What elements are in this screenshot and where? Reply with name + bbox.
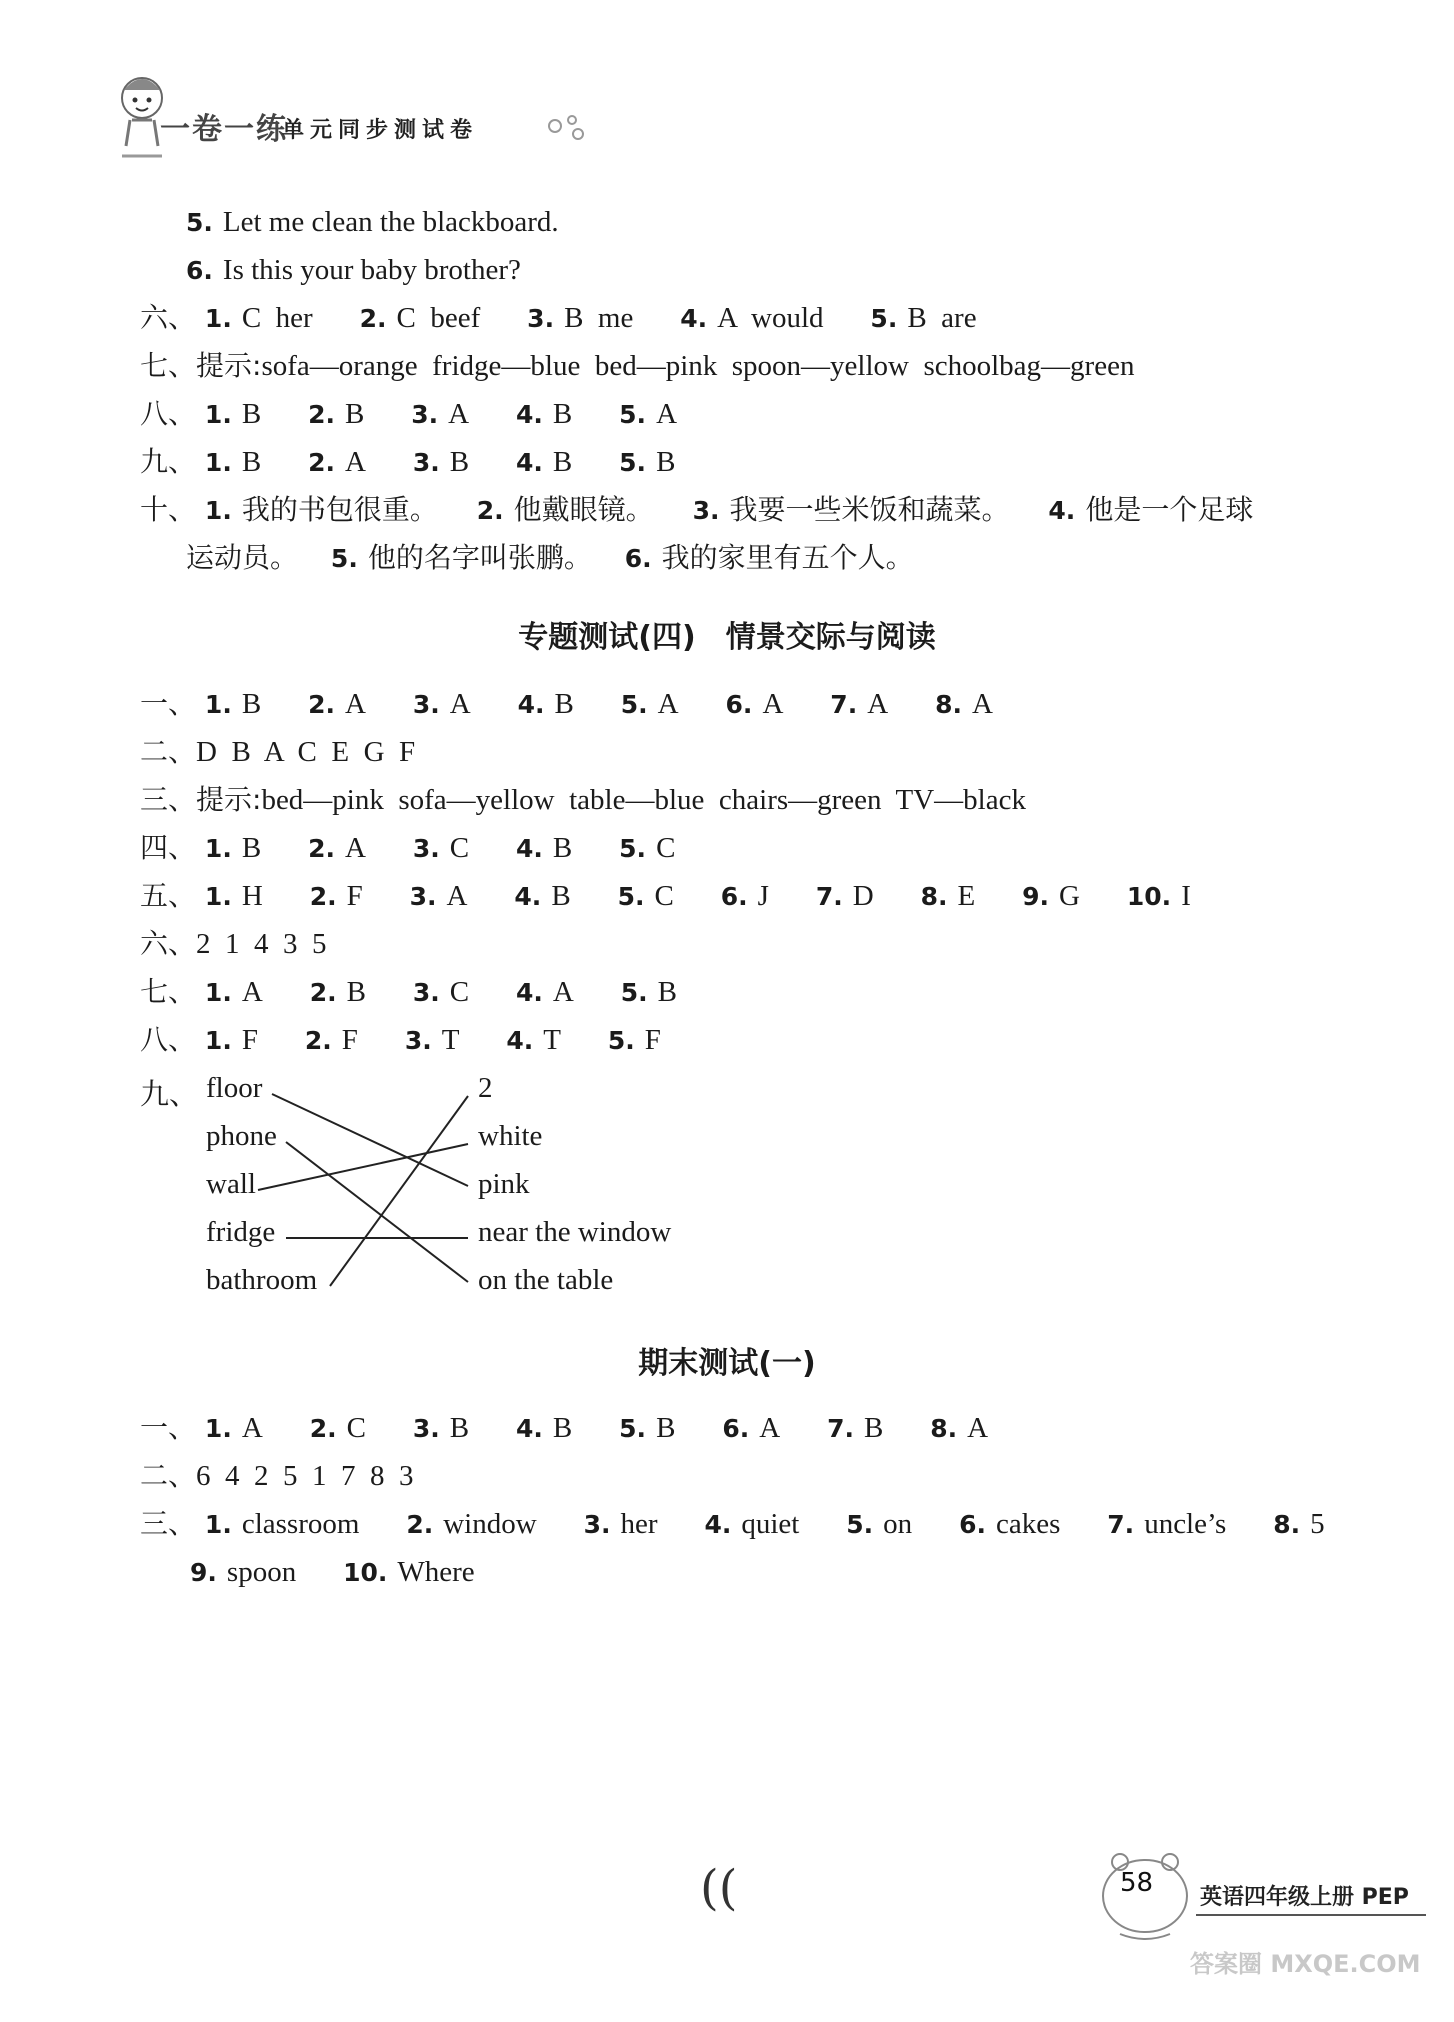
s4-row-si: 四、 1. B 2. A 3. C 4. B 5. C xyxy=(140,831,676,864)
final-row-yi: 一、 1. A 2. C 3. B 4. B 5. B 6. A 7. B 8. A xyxy=(140,1411,989,1444)
match-left-wall: wall xyxy=(206,1168,256,1200)
answer-row-qi: 七、提示:sofa—orange fridge—blue bed—pink spoon—yellow schoolbag—green xyxy=(140,349,1135,382)
s4-row-yi: 一、 1. B 2. A 3. A 4. B 5. A 6. A 7. A 8. A xyxy=(140,687,993,720)
answer-row-liu: 六、 1. C her 2. C beef 3. B me 4. A would 5. B are xyxy=(140,301,977,334)
match-left-bathroom: bathroom xyxy=(206,1264,318,1296)
matching-label: 九、 xyxy=(140,1079,199,1111)
match-right-pink: pink xyxy=(478,1168,530,1200)
match-right-near-the-window: near the window xyxy=(478,1216,672,1248)
book-info: 英语四年级上册 PEP xyxy=(1200,1885,1409,1910)
answer-line-6: 6. Is this your baby brother? xyxy=(186,254,521,286)
match-left-fridge: fridge xyxy=(206,1216,276,1248)
final-row-san: 三、 1. classroom 2. window 3. her 4. quiet 5. on 6. cakes 7. uncle’s 8. 5 xyxy=(140,1507,1325,1540)
match-left-floor: floor xyxy=(206,1072,263,1104)
answer-line-5: 5. Let me clean the blackboard. xyxy=(186,206,559,238)
match-right-on-the-table: on the table xyxy=(478,1264,614,1296)
brand-logo: 一卷一练 xyxy=(160,112,288,147)
s4-row-wu: 五、 1. H 2. F 3. A 4. B 5. C 6. J 7. D 8. E 9. G 10. I xyxy=(140,879,1191,912)
answer-row-jiu: 九、 1. B 2. A 3. B 4. B 5. B xyxy=(140,445,676,478)
handwriting-mark: (( xyxy=(700,1860,738,1916)
s4-row-liu: 六、2 1 4 3 5 xyxy=(140,927,327,960)
answer-row-shi: 十、 1. 我的书包很重。 2. 他戴眼镜。 3. 我要一些米饭和蔬菜。 4. 他是一个足球 xyxy=(140,493,1254,526)
match-right-2: 2 xyxy=(478,1072,493,1104)
match-line-floor-pink xyxy=(272,1094,468,1186)
page-number: 58 xyxy=(1120,1868,1154,1898)
s4-row-san: 三、提示:bed—pink sofa—yellow table—blue chairs—green TV—black xyxy=(140,783,1026,816)
match-line-wall-white xyxy=(258,1144,468,1190)
footer-rule xyxy=(1196,1914,1426,1916)
final-row-san-cont: 9. spoon 10. Where xyxy=(190,1556,475,1588)
answer-row-shi-cont: 运动员。 5. 他的名字叫张鹏。 6. 我的家里有五个人。 xyxy=(186,541,914,574)
section-title-special-test-4: 专题测试(四) 情景交际与阅读 xyxy=(518,620,936,655)
answer-row-ba: 八、 1. B 2. B 3. A 4. B 5. A xyxy=(140,397,678,430)
match-right-white: white xyxy=(478,1120,543,1152)
match-left-phone: phone xyxy=(206,1120,277,1152)
s4-row-qi: 七、 1. A 2. B 3. C 4. A 5. B xyxy=(140,975,678,1008)
final-row-er: 二、6 4 2 5 1 7 8 3 xyxy=(140,1459,414,1492)
s4-row-er: 二、D B A C E G F xyxy=(140,735,416,768)
watermark: 答案圈 MXQE.COM xyxy=(1190,1950,1421,1978)
header-title: 单元同步测试卷 xyxy=(282,118,479,143)
s4-row-ba: 八、 1. F 2. F 3. T 4. T 5. F xyxy=(140,1023,661,1056)
section-title-final-exam: 期末测试(一) xyxy=(638,1346,816,1381)
